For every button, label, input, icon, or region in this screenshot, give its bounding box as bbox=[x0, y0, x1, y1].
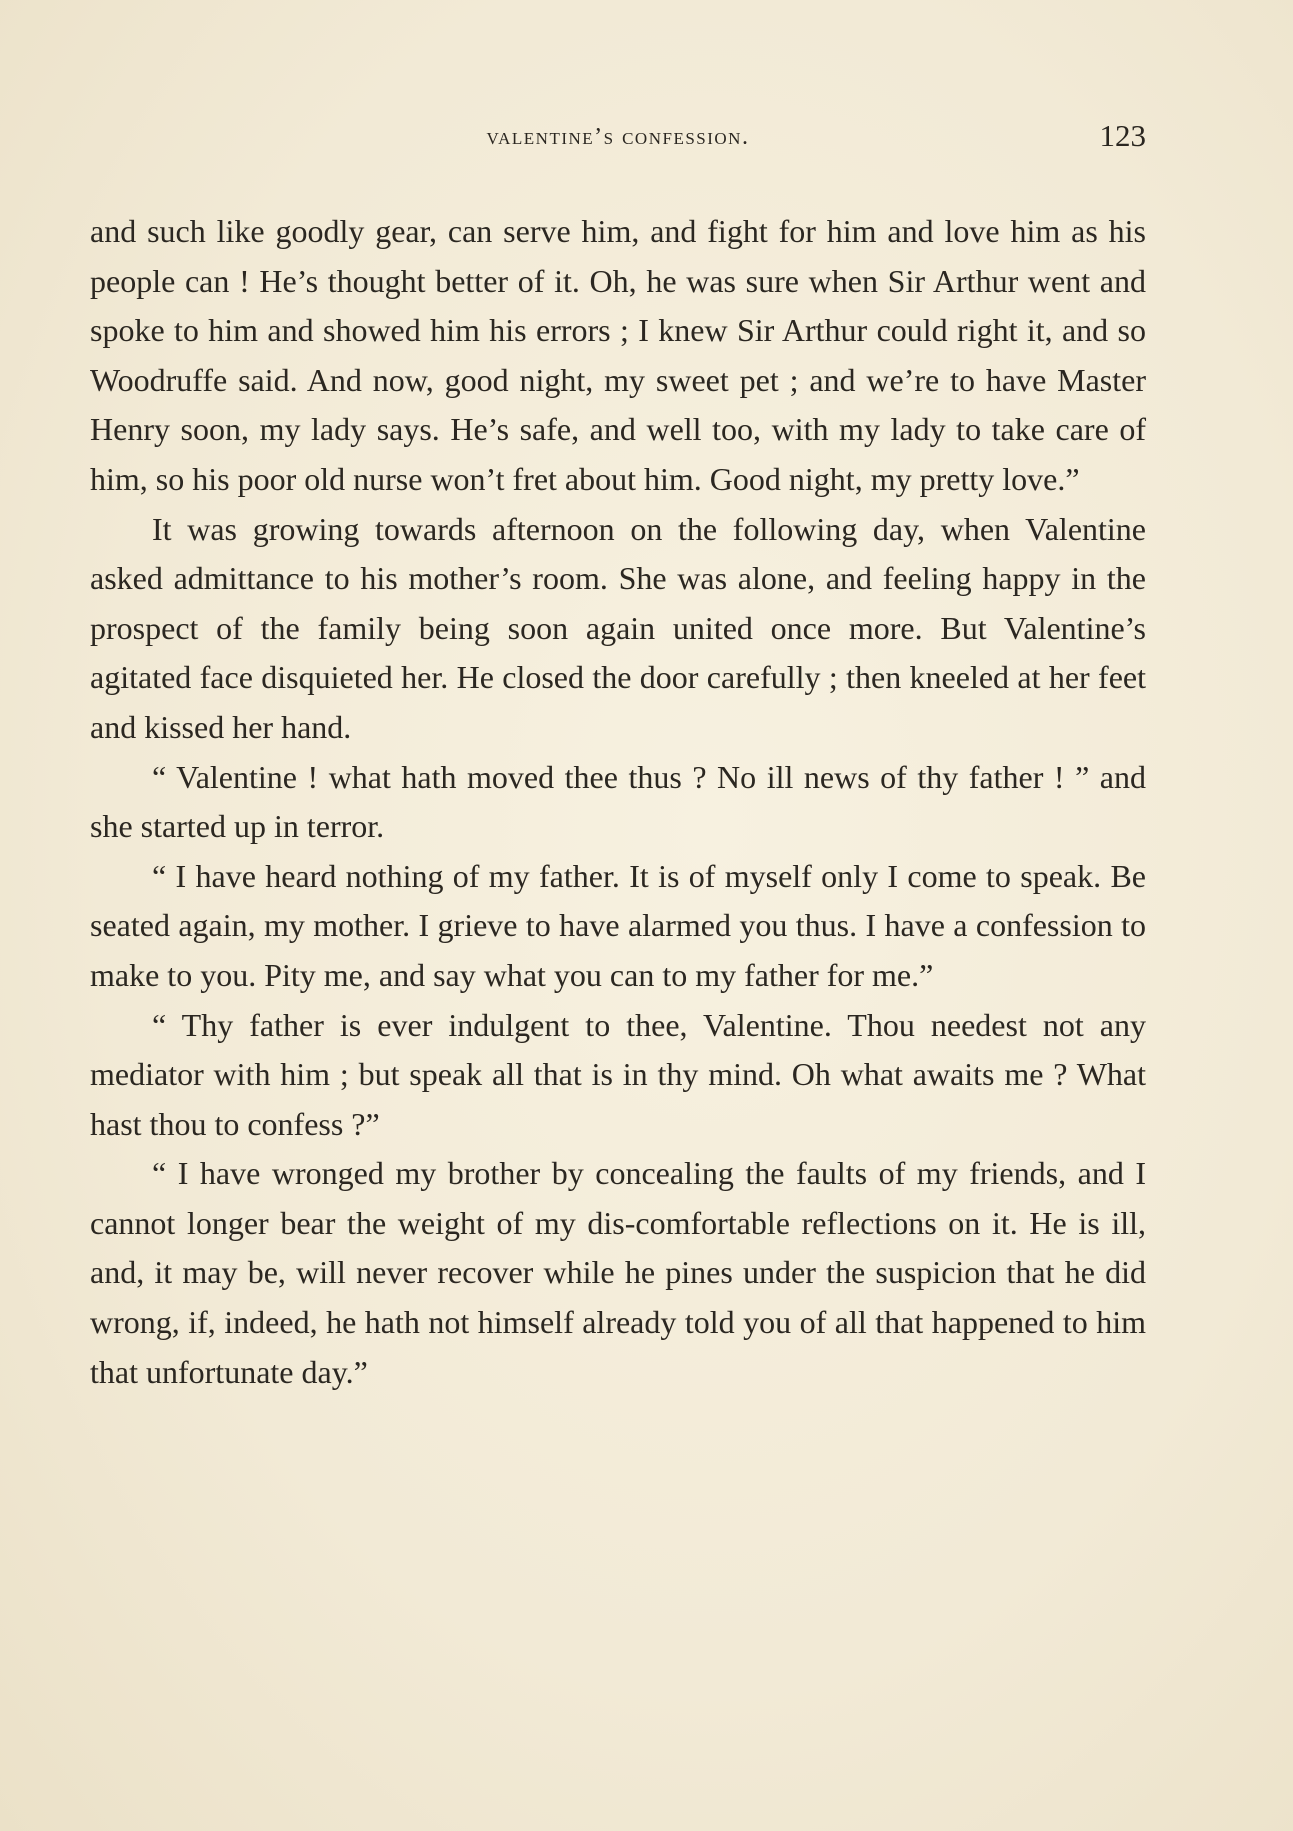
paragraph: “ Thy father is ever indulgent to thee, Valentine. Thou needest not any mediator with him ; but speak all that is in thy mind. Oh what awaits me ? What hast thou to confess ?” bbox=[90, 1006, 1146, 1142]
page-number: 123 bbox=[1099, 118, 1146, 153]
paragraph: “ I have wronged my brother by concealing the faults of my friends, and I cannot longer bear the weight of my dis-comfortable reflections on it. He is ill, and, it may be, will never recover while he pines under the suspicion that he did wrong, if, indeed, he hath not himself already told you of all that happened to him that unfortunate day.” bbox=[90, 1155, 1146, 1390]
paragraph: “ I have heard nothing of my father. It is of myself only I come to speak. Be seated again, my mother. I grieve to have alarmed you thus. I have a confession to make to you. Pity me, and say what you can to my father for me.” bbox=[90, 857, 1146, 993]
paragraph: It was growing towards afternoon on the following day, when Valentine asked admittance to his mother’s room. She was alone, and feeling happy in the prospect of the family being soon again united once more. But Valentine’s agitated face disquieted her. He closed the door carefully ; then kneeled at her feet and kissed her hand. bbox=[90, 510, 1146, 745]
paragraph: “ Valentine ! what hath moved thee thus ? No ill news of thy father ! ” and she started up in terror. bbox=[90, 758, 1146, 845]
running-head: valentine’s confession. bbox=[486, 124, 750, 150]
page-header bbox=[90, 118, 1146, 158]
paragraph-continued: and such like goodly gear, can serve him, and fight for him and love him as his people can ! He’s thought better of it. Oh, he was sure when Sir Arthur went and spoke to him and showed him his errors ; I knew Sir Arthur could right it, and so Woodruffe said. And now, good night, my sweet pet ; and we’re to have Master Henry soon, my lady says. He’s safe, and well too, with my lady to take care of him, so his poor old nurse won’t fret about him. Good night, my pretty love.” bbox=[90, 213, 1146, 497]
body-text bbox=[90, 207, 1146, 1397]
